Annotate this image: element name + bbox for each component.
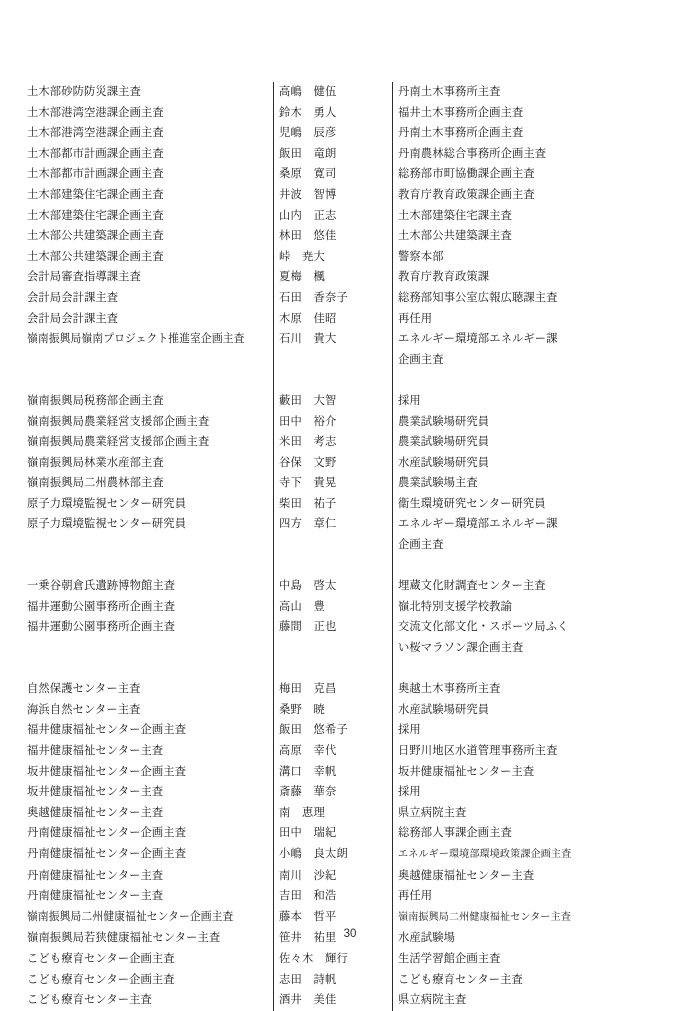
current-post-cell [27,617,274,658]
person-name-text: 田中 瑞紀 [279,826,337,840]
spacer-cell-new [393,556,643,577]
new-post-cell [393,391,643,412]
current-post-cell [27,494,274,515]
person-name-cell [274,103,393,124]
table-row [27,123,642,144]
current-post-text: 海浜自然センター主査 [27,702,141,716]
table-row [27,329,642,370]
current-post-cell [27,970,274,991]
table-row [27,823,642,844]
current-post-cell [27,473,274,494]
table-row [27,164,642,185]
table-row [27,103,642,124]
person-name-cell [274,267,393,288]
table-row [27,226,642,247]
new-post-cell [393,185,643,206]
person-name-text: 高原 幸代 [279,744,337,757]
person-name-text: 南川 沙紀 [279,868,337,882]
current-post-text: 坂井健康福祉センター企画主査 [27,764,187,778]
new-post-cell [393,494,643,515]
new-post-text: 水産試験場研究員 [398,455,490,469]
table-row [27,82,642,103]
new-post-text: エネルギー環境部エネルギー課 企画主査 [398,517,558,552]
person-name-cell [274,432,393,453]
person-name-cell [274,412,393,433]
new-post-text: こども療育センター主査 [398,972,523,986]
person-name-text: 笹井 祐里 [279,931,337,945]
spacer-cell-name [274,370,393,391]
person-name-text: 林田 悠佳 [279,229,337,243]
table-row [27,267,642,288]
person-name-cell [274,597,393,618]
personnel-transfer-table [27,82,642,1011]
table-spacer-row [27,556,642,577]
person-name-text: 鈴木 勇人 [279,105,337,119]
current-post-text: 福井健康福祉センター主査 [27,744,164,757]
person-name-cell [274,144,393,165]
table-row [27,309,642,330]
current-post-text: 嶺南振興局農業経営支援部企画主査 [27,414,210,428]
current-post-text: 福井運動公園事務所企画主査 [27,620,176,634]
current-post-cell [27,866,274,887]
person-name-text: 志田 詩帆 [279,972,337,986]
new-post-cell [393,514,643,555]
person-name-cell [274,494,393,515]
new-post-cell [393,206,643,227]
new-post-text: 教育庁教育政策課企画主査 [398,187,535,201]
current-post-text: 土木部都市計画課企画主査 [27,146,164,160]
spacer-cell-name [274,556,393,577]
person-name-cell [274,762,393,783]
current-post-cell [27,844,274,866]
table-row [27,990,642,1011]
current-post-text: 会計局会計課主査 [27,311,119,325]
person-name-text: 夏梅 楓 [279,270,325,284]
new-post-cell [393,329,643,370]
person-name-cell [274,970,393,991]
new-post-text: 再任用 [398,889,433,903]
new-post-text: 土木部公共建築課主査 [398,229,512,243]
new-post-cell [393,597,643,618]
current-post-text: 嶺南振興局農業経営支援部企画主査 [27,435,210,449]
spacer-cell-new [393,370,643,391]
current-post-cell [27,144,274,165]
new-post-text: 水産試験場 [398,931,455,945]
person-name-text: 井波 智博 [279,187,337,201]
current-post-cell [27,720,274,741]
new-post-text: 生活学習館企画主査 [398,951,501,965]
page-number: 30 [343,928,357,940]
person-name-cell [274,823,393,844]
current-post-cell [27,432,274,453]
table-row [27,762,642,783]
current-post-text: 会計局会計課主査 [27,290,119,304]
person-name-text: 石田 香奈子 [279,290,348,304]
person-name-cell [274,576,393,597]
new-post-text: 丹南土木事務所企画主査 [398,126,524,140]
current-post-text: 嶺南振興局林業水産部主査 [27,455,164,469]
new-post-text: 福井土木事務所企画主査 [398,105,524,119]
new-post-cell [393,679,643,700]
current-post-cell [27,453,274,474]
person-name-text: 桑野 暁 [279,702,325,716]
person-name-cell [274,741,393,762]
new-post-text: 総務部知事公室広報広聴課主査 [398,290,558,304]
new-post-cell [393,473,643,494]
current-post-text: 土木部公共建築課企画主査 [27,249,164,263]
new-post-cell [393,700,643,721]
spacer-cell-name [274,659,393,680]
current-post-cell [27,597,274,618]
person-name-cell [274,473,393,494]
person-name-cell [274,514,393,555]
table-spacer-row [27,659,642,680]
current-post-cell [27,907,274,929]
person-name-text: 寺下 貴晃 [279,476,337,490]
new-post-text: 農業試験場研究員 [398,414,490,428]
person-name-cell [274,206,393,227]
table-row [27,700,642,721]
new-post-text: 警察本部 [398,249,444,263]
current-post-text: 丹南健康福祉センター主査 [27,889,164,903]
new-post-cell [393,164,643,185]
person-name-text: 酒井 美佳 [279,993,337,1007]
new-post-cell [393,762,643,783]
person-name-cell [274,226,393,247]
person-name-cell [274,866,393,887]
new-post-cell [393,823,643,844]
new-post-text: 衛生環境研究センター研究員 [398,496,546,510]
current-post-cell [27,267,274,288]
new-post-text: 嶺南振興局二州健康福祉センター主査 [398,911,571,923]
new-post-text: 坂井健康福祉センター主査 [398,764,535,778]
person-name-text: 児嶋 辰彦 [279,126,337,140]
current-post-cell [27,679,274,700]
current-post-text: 土木部建築住宅課企画主査 [27,187,164,201]
current-post-cell [27,823,274,844]
person-name-cell [274,185,393,206]
new-post-cell [393,103,643,124]
person-name-cell [274,391,393,412]
table-row [27,597,642,618]
new-post-cell [393,412,643,433]
person-name-cell [274,844,393,866]
person-name-text: 高嶋 健伍 [279,85,337,98]
current-post-cell [27,412,274,433]
new-post-text: 交流文化部文化・スポーツ局ふく い桜マラソン課企画主査 [398,620,569,655]
new-post-text: 再任用 [398,311,433,325]
person-name-text: 吉田 和浩 [279,889,337,903]
table-row [27,288,642,309]
table-row [27,576,642,597]
table-row [27,782,642,803]
new-post-cell [393,576,643,597]
current-post-cell [27,391,274,412]
new-post-text: 奥越土木事務所主査 [398,682,501,696]
current-post-cell [27,164,274,185]
person-name-text: 石川 貴大 [279,332,337,346]
current-post-cell [27,247,274,268]
new-post-cell [393,309,643,330]
new-post-text: 総務部市町協働課企画主査 [398,167,535,181]
current-post-cell [27,514,274,555]
current-post-cell [27,949,274,970]
person-name-cell [274,907,393,929]
current-post-text: 土木部港湾空港課企画主査 [27,126,164,140]
new-post-text: エネルギー環境部環境政策課企画主査 [398,848,572,860]
current-post-cell [27,741,274,762]
person-name-cell [274,247,393,268]
new-post-text: エネルギー環境部エネルギー課 企画主査 [398,332,558,366]
current-post-text: こども療育センター主査 [27,993,152,1007]
current-post-text: 福井運動公園事務所企画主査 [27,599,176,613]
table-body [27,82,642,1011]
person-name-text: 米田 考志 [279,435,337,449]
new-post-cell [393,907,643,929]
person-name-text: 峠 尭大 [279,249,325,263]
person-name-cell [274,123,393,144]
current-post-text: 嶺南振興局二州健康福祉センター企画主査 [27,909,234,923]
current-post-text: 土木部港湾空港課企画主査 [27,105,164,119]
table-row [27,247,642,268]
current-post-cell [27,700,274,721]
current-post-text: 土木部都市計画課企画主査 [27,167,164,181]
new-post-cell [393,123,643,144]
person-name-text: 中島 啓太 [279,579,337,593]
current-post-text: 土木部砂防防災課主査 [27,85,141,98]
current-post-text: 奥越健康福祉センター主査 [27,805,164,819]
person-name-text: 柴田 祐子 [279,496,337,510]
new-post-cell [393,226,643,247]
new-post-cell [393,990,643,1011]
current-post-cell [27,990,274,1011]
table-row [27,494,642,515]
current-post-text: 丹南健康福祉センター企画主査 [27,846,187,860]
table-row [27,679,642,700]
spacer-cell-current [27,556,274,577]
person-name-text: 高山 豊 [279,599,325,613]
table-row [27,432,642,453]
table-row [27,185,642,206]
current-post-cell [27,329,274,370]
new-post-text: 埋蔵文化財調査センター主査 [398,579,546,593]
current-post-cell [27,576,274,597]
new-post-text: 教育庁教育政策課 [398,270,490,284]
new-post-cell [393,720,643,741]
person-name-text: 佐々木 輝行 [279,951,348,965]
spacer-cell-current [27,370,274,391]
table-row [27,473,642,494]
new-post-cell [393,782,643,803]
person-name-cell [274,309,393,330]
current-post-cell [27,206,274,227]
new-post-cell [393,741,643,762]
person-name-text: 谷保 文野 [279,455,337,469]
new-post-text: 農業試験場主査 [398,476,478,490]
current-post-text: 原子力環境監視センター研究員 [27,496,187,510]
new-post-cell [393,288,643,309]
new-post-text: 総務部人事課企画主査 [398,826,512,840]
current-post-text: 丹南健康福祉センター企画主査 [27,826,187,840]
person-name-text: 藤本 哲平 [279,909,337,923]
table-row [27,949,642,970]
table-row [27,391,642,412]
new-post-cell [393,970,643,991]
new-post-text: 丹南土木事務所主査 [398,85,501,98]
table-row [27,886,642,907]
spacer-cell-current [27,659,274,680]
table-row [27,803,642,824]
person-name-text: 斎藤 華奈 [279,785,337,799]
current-post-cell [27,803,274,824]
current-post-text: 嶺南振興局二州農林部主査 [27,476,164,490]
new-post-text: 県立病院主査 [398,993,467,1007]
current-post-text: こども療育センター企画主査 [27,972,175,986]
current-post-text: 福井健康福祉センター企画主査 [27,723,187,737]
table-row [27,907,642,929]
current-post-text: 一乗谷朝倉氏遺跡博物館主査 [27,579,176,593]
table-row [27,970,642,991]
current-post-cell [27,103,274,124]
person-name-cell [274,782,393,803]
new-post-text: 嶺北特別支援学校教諭 [398,599,512,613]
person-name-cell [274,803,393,824]
current-post-text: 土木部公共建築課企画主査 [27,229,164,243]
person-name-cell [274,288,393,309]
new-post-text: 日野川地区水道管理事務所主査 [398,744,558,757]
new-post-cell [393,803,643,824]
new-post-text: 農業試験場研究員 [398,435,490,449]
current-post-cell [27,123,274,144]
current-post-text: 原子力環境監視センター研究員 [27,517,187,531]
person-name-cell [274,990,393,1011]
person-name-text: 南 恵理 [279,805,325,819]
table-row [27,144,642,165]
current-post-cell [27,82,274,103]
new-post-cell [393,844,643,866]
new-post-cell [393,949,643,970]
new-post-text: 水産試験場研究員 [398,702,490,716]
table-row [27,844,642,866]
new-post-cell [393,617,643,658]
new-post-text: 採用 [398,723,421,737]
new-post-text: 採用 [398,785,421,799]
current-post-cell [27,226,274,247]
table-row [27,720,642,741]
new-post-text: 採用 [398,393,421,407]
person-name-cell [274,949,393,970]
new-post-cell [393,144,643,165]
person-name-cell [274,679,393,700]
current-post-text: 嶺南振興局若狭健康福祉センター主査 [27,931,221,945]
current-post-text: 坂井健康福祉センター主査 [27,785,164,799]
person-name-text: 飯田 竜朗 [279,146,337,160]
new-post-cell [393,886,643,907]
new-post-cell [393,82,643,103]
table-row [27,514,642,555]
current-post-text: 丹南健康福祉センター主査 [27,868,164,882]
person-name-cell [274,886,393,907]
new-post-text: 土木部建築住宅課主査 [398,208,512,222]
person-name-text: 山内 正志 [279,208,337,222]
person-name-cell [274,82,393,103]
person-name-cell [274,453,393,474]
person-name-text: 梅田 克昌 [279,682,337,696]
person-name-cell [274,720,393,741]
person-name-text: 藪田 大智 [279,393,337,407]
person-name-cell [274,164,393,185]
current-post-text: 土木部建築住宅課企画主査 [27,208,164,222]
person-name-text: 藤間 正也 [279,620,337,634]
person-name-text: 飯田 悠希子 [279,723,348,737]
new-post-text: 丹南農林総合事務所企画主査 [398,146,547,160]
person-name-text: 木原 佳昭 [279,311,337,325]
table-row [27,412,642,433]
person-name-text: 四方 章仁 [279,517,337,531]
new-post-text: 県立病院主査 [398,805,467,819]
current-post-cell [27,288,274,309]
person-name-text: 溝口 幸帆 [279,764,337,778]
table-row [27,206,642,227]
new-post-cell [393,453,643,474]
current-post-cell [27,185,274,206]
person-name-cell [274,700,393,721]
new-post-cell [393,866,643,887]
table-row [27,741,642,762]
new-post-cell [393,267,643,288]
table-row [27,866,642,887]
new-post-cell [393,247,643,268]
new-post-cell [393,432,643,453]
person-name-cell [274,617,393,658]
table-row [27,617,642,658]
spacer-cell-new [393,659,643,680]
current-post-cell [27,309,274,330]
current-post-cell [27,886,274,907]
table-row [27,453,642,474]
current-post-text: 嶺南振興局嶺南プロジェクト推進室企画主査 [27,332,245,346]
new-post-text: 奥越健康福祉センター主査 [398,868,535,882]
current-post-text: こども療育センター企画主査 [27,951,175,965]
person-name-text: 桑原 寛司 [279,167,337,181]
table-spacer-row [27,370,642,391]
current-post-text: 会計局審査指導課主査 [27,270,141,284]
person-name-cell [274,329,393,370]
person-name-text: 小嶋 良太朗 [279,846,348,860]
current-post-cell [27,782,274,803]
person-name-text: 田中 裕介 [279,414,337,428]
current-post-text: 自然保護センター主査 [27,682,141,696]
current-post-text: 嶺南振興局税務部企画主査 [27,393,164,407]
current-post-cell [27,762,274,783]
